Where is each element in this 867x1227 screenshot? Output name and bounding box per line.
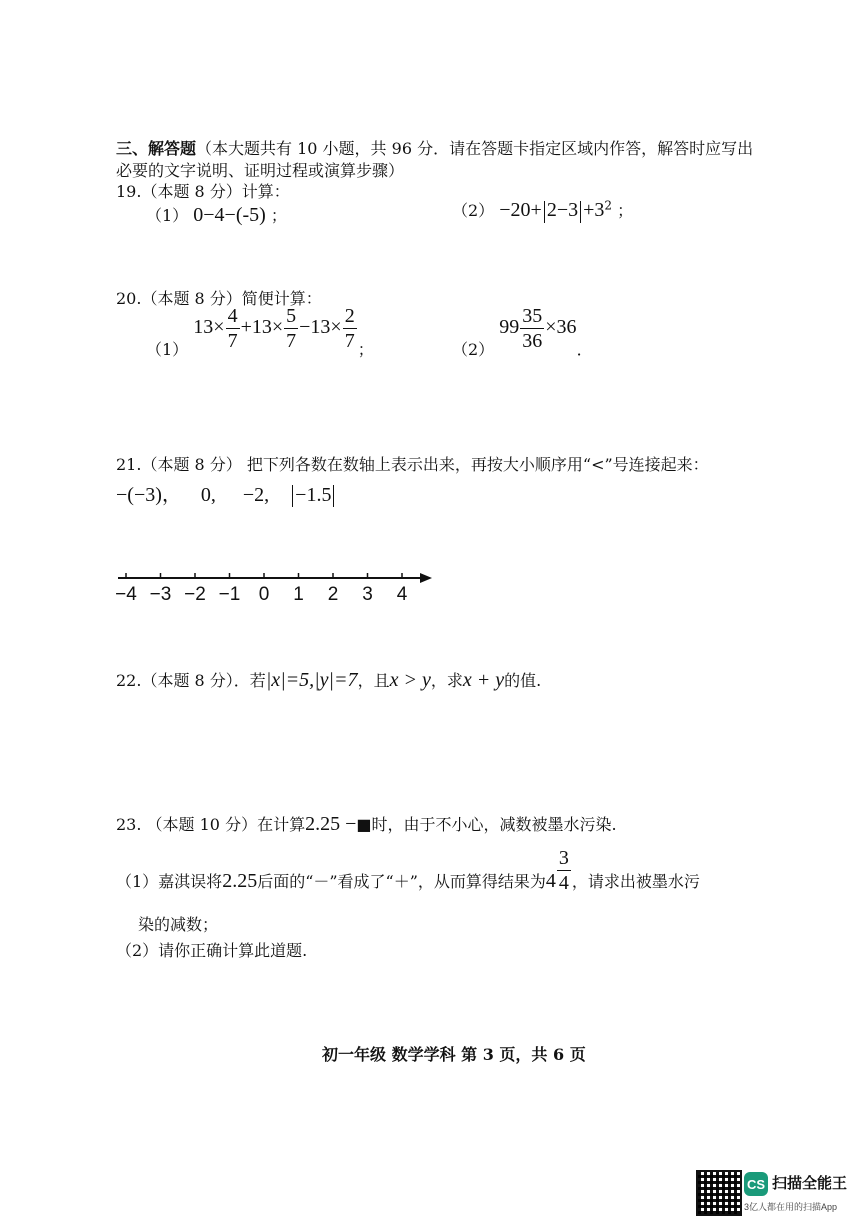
frac-den: 4 [558,872,569,894]
q21-numbers [116,478,336,507]
q21-n2: 0, [200,484,216,506]
q23-line [116,812,617,836]
q23-expr: 2.25 − [305,813,357,835]
q19-part2 [452,198,633,223]
frac-den: 7 [286,330,297,352]
frac-num: 5 [286,305,297,327]
frac-num: 35 [522,305,543,327]
section-heading-line1 [116,136,753,159]
q23-p1-whole: 4 [545,870,556,892]
number-line-tick-label: 3 [362,584,373,605]
q21-n1: −(−3)， [116,484,182,506]
q19-p1-expr: 0−4−(-5) [193,204,266,226]
watermark-tagline: 3亿人都在用的扫描App [744,1202,838,1212]
q20-p2-label: （2） [452,340,495,359]
abs-bar-left [544,201,545,223]
abs-bar-right [580,201,581,223]
q23-prefix: 23. （本题 10 分）在计算 [116,815,306,834]
q20-p2-whole: 99 [499,316,520,338]
q22-mid1: ，且 [357,671,390,690]
page-footer: 初一年级 数学学科 第 3 页，共 6 页 [322,1045,586,1064]
frac-den: 7 [344,330,355,352]
section-intro: （本大题共有 10 小题，共 96 分．请在答题卡指定区域内作答，解答时应写出 [196,139,754,158]
abs-bar-right [333,485,334,507]
q20-p1-frac2 [284,306,298,351]
q19-p2-expr-a: −20+ [499,199,542,221]
q19-p1-label: （1） [146,206,189,225]
q20-p1-frac1 [226,306,240,351]
q22-cond2: x > y [389,669,431,691]
number-line-tick-label: 1 [293,584,304,605]
q22-expr: x + y [462,669,505,691]
number-line-arrow [420,573,432,583]
q21-title: 21.（本题 8 分） 把下列各数在数轴上表示出来，再按大小顺序用“<”号连接起来： [116,455,709,474]
number-line-tick-label: −1 [218,584,241,605]
q20-p1-label: （1） [146,340,189,359]
q19-title: 19.（本题 8 分）计算： [116,182,290,201]
q19-p2-label: （2） [452,201,495,220]
q19-p1-sep: ； [270,206,287,225]
q22-suffix: 的值. [504,671,542,690]
section-intro-line2: 必要的文字说明、证明过程或演算步骤） [116,161,405,180]
camscanner-logo-icon: CS [744,1172,768,1196]
number-line-tick-label: 2 [327,584,339,605]
q20-p1-sep: ； [357,340,374,359]
frac-den: 36 [522,330,543,352]
q23-p1-a: （1）嘉淇误将 [116,872,223,891]
q20-p1-t1: 13× [193,316,225,338]
q23-p1-d: 染的减数； [138,915,219,934]
number-line-tick-label: −4 [115,584,137,605]
q23-suffix: 时，由于不小心，减数被墨水污染. [371,815,617,834]
q23-part2: （2）请你正确计算此道题. [116,941,308,960]
q23-part1 [116,848,700,893]
number-line [110,568,440,608]
number-line-tick-label: −3 [149,584,172,605]
frac-num: 3 [558,847,569,869]
q20-p1-t3: −13× [299,316,342,338]
q21-n4: −1.5 [295,484,332,506]
q22-prefix: 22.（本题 8 分）．若 [116,671,266,690]
q23-p1-frac [557,848,571,893]
watermark-brand: 扫描全能王 [772,1175,848,1192]
q19-p2-sep: ； [617,201,634,220]
qr-code-icon [696,1170,742,1216]
q22-mid2: ，求 [430,671,463,690]
number-line-tick-label: 0 [258,584,270,605]
q22-line [116,668,541,692]
q20-part2 [452,306,593,360]
q20-p2-sep: ． [576,340,593,359]
number-line-tick-label: 4 [396,584,408,605]
q20-part1 [146,306,374,360]
q20-p1-t2: +13× [240,316,284,338]
section-title: 三、解答题 [116,139,197,158]
q20-p1-frac3 [343,306,357,351]
q23-p1-c: ，请求出被墨水污 [571,872,700,891]
q19-p2-exp: 2 [604,198,613,213]
q22-cond1: |x|=5,|y|=7 [265,669,358,691]
q23-p1-num: 2.25 [222,870,258,892]
q23-ink-blot: ■ [356,815,372,834]
q20-p2-frac [520,306,544,351]
abs-bar-left [292,485,293,507]
q20-title: 20.（本题 8 分）简便计算： [116,289,322,308]
q19-p2-expr-b: +3 [583,199,605,221]
q21-n3: −2, [242,484,270,506]
q20-p2-rest: ×36 [545,316,577,338]
frac-num: 4 [227,305,238,327]
frac-den: 7 [227,330,238,352]
q19-p2-abs: 2−3 [546,199,579,221]
q23-p1-b: 后面的“－”看成了“＋”，从而算得结果为 [257,872,546,891]
q19-part1 [146,203,287,227]
frac-num: 2 [344,305,355,327]
number-line-tick-label: −2 [184,584,206,605]
